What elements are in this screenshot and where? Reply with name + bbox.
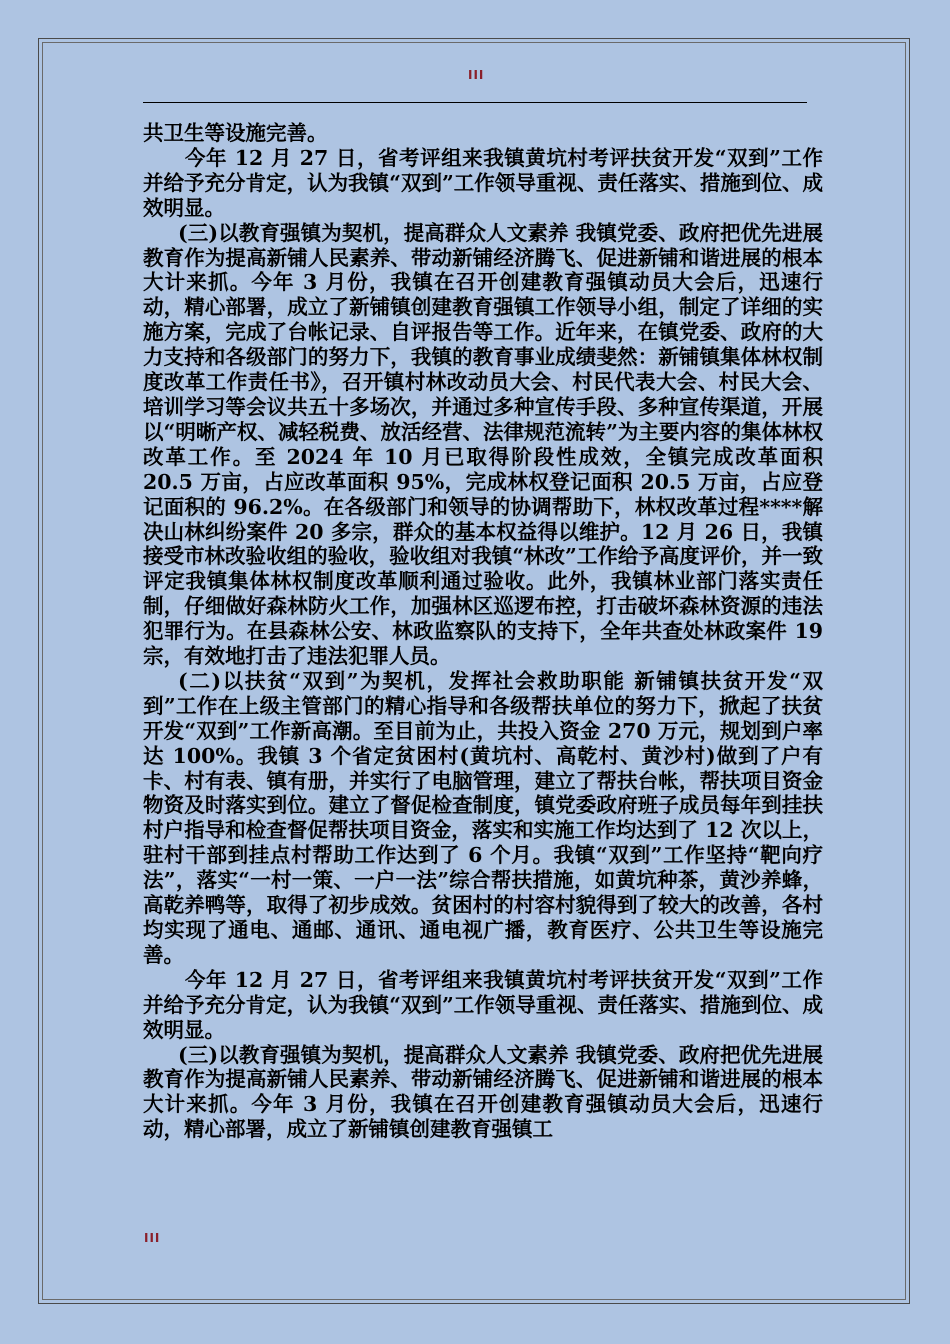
footer-mark: III <box>144 1231 161 1245</box>
paragraph-evaluation-repeat: 今年 12 月 27 日，省考评组来我镇黄坑村考评扶贫开发“双到”工作并给予充分肯定，认为我镇“双到”工作领导重视、责任落实、措施到位、成效明显。 <box>143 967 823 1042</box>
header-divider <box>143 102 807 103</box>
paragraph-education-repeat: (三)以教育强镇为契机，提高群众人文素养 我镇党委、政府把优先进展教育作为提高新铺人民素养、带动新铺经济腾飞、促进新铺和谐进展的根本大计来抓。今年 3 月份，我镇在召开创建教育强镇动员大会后，迅速行动，精心部署，成立了新铺镇创建教育强镇工 <box>143 1042 823 1142</box>
document-body <box>143 121 823 1142</box>
paragraph-evaluation: 今年 12 月 27 日，省考评组来我镇黄坑村考评扶贫开发“双到”工作并给予充分肯定，认为我镇“双到”工作领导重视、责任落实、措施到位、成效明显。 <box>143 145 823 220</box>
paragraph-poverty-alleviation: (二)以扶贫“双到”为契机，发挥社会救助职能 新铺镇扶贫开发“双到”工作在上级主管部门的精心指导和各级帮扶单位的努力下，掀起了扶贫开发“双到”工作新高潮。至目前为止，共投入资金 270 万元，规划到户率达 100%。我镇 3 个省定贫困村(黄坑村、高乾村、黄沙村)做到了户有卡、村有表、镇有册，并实行了电脑管理，建立了帮扶台帐，帮扶项目资金物资及时落实到位。建立了督促检查制度，镇党委政府班子成员每年到挂扶村户指导和检查督促帮扶项目资金，落实和实施工作均达到了 12 次以上，驻村干部到挂点村帮助工作达到了 6 个月。我镇“双到”工作坚持“靶向疗法”，落实“一村一策、一户一法”综合帮扶措施，如黄坑种茶，黄沙养蜂，高乾养鸭等，取得了初步成效。贫困村的村容村貌得到了较大的改善，各村均实现了通电、通邮、通讯、通电视广播，教育医疗、公共卫生等设施完善。 <box>143 668 823 967</box>
paragraph-education-forestry: (三)以教育强镇为契机，提高群众人文素养 我镇党委、政府把优先进展教育作为提高新铺人民素养、带动新铺经济腾飞、促进新铺和谐进展的根本大计来抓。今年 3 月份，我镇在召开创建教育强镇动员大会后，迅速行动，精心部署，成立了新铺镇创建教育强镇工作领导小组，制定了详细的实施方案，完成了台帐记录、自评报告等工作。近年来，在镇党委、政府的大力支持和各级部门的努力下，我镇的教育事业成绩斐然：新铺镇集体林权制度改革工作责任书》，召开镇村林改动员大会、村民代表大会、村民大会、培训学习等会议共五十多场次，并通过多种宣传手段、多种宣传渠道，开展以“明晰产权、减轻税费、放活经营、法律规范流转”为主要内容的集体林权改革工作。至 2024 年 10 月已取得阶段性成效，全镇完成改革面积 20.5 万亩，占应改革面积 95%，完成林权登记面积 20.5 万亩，占应登记面积的 96.2%。在各级部门和领导的协调帮助下，林权改革过程****解决山林纠纷案件 20 多宗，群众的基本权益得以维护。12 月 26 日，我镇接受市林改验收组的验收，验收组对我镇“林改”工作给予高度评价，并一致评定我镇集体林权制度改革顺利通过验收。此外，我镇林业部门落实责任制，仔细做好森林防火工作，加强林区巡逻布控，打击破坏森林资源的违法犯罪行为。在县森林公安、林政监察队的支持下，全年共查处林政案件 19 宗，有效地打击了违法犯罪人员。 <box>143 220 823 669</box>
paragraph-continuation: 共卫生等设施完善。 <box>143 121 328 145</box>
header-mark: III <box>468 68 485 82</box>
